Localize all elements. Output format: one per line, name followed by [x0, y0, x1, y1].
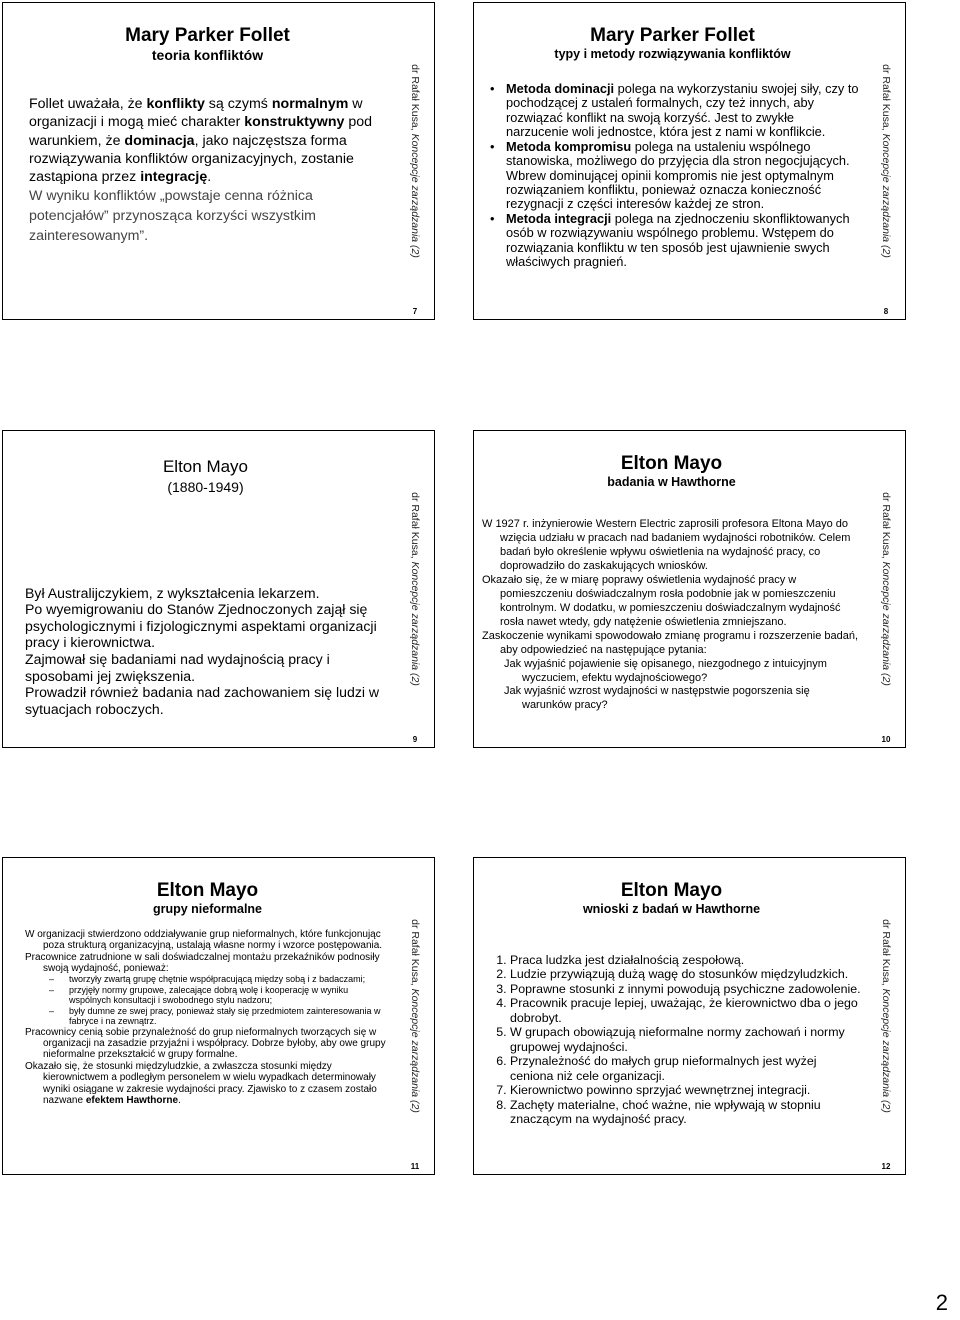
text-run: pod warunkiem, że	[29, 114, 373, 149]
method-description: polega na wykorzystaniu swojej siły, czy to pochodzącej z ustaleń formalnych, czy też innych, aby rozwiązać konflikt na swoją korzyść. Jest to zwykłe narzucenie woli jednostce, która jest z nami w konflikcie.	[506, 80, 859, 140]
method-name: Metoda integracji	[506, 210, 612, 226]
slide-11-author-label: dr Rafał Kusa, Koncepcje zarządzania (2)	[409, 919, 421, 1113]
method-name: Metoda dominacji	[506, 80, 615, 96]
slide-9-paragraph-1: Był Australijczykiem, z wykształcenia lekarzem.	[25, 584, 320, 601]
slide-8-bullet-list	[486, 82, 859, 270]
slide-11-paragraph-2: Pracownice zatrudnione w sali doświadczalnej montażu przekaźników podnosiły swoją wydajność, ponieważ:	[25, 951, 380, 975]
slide-9-content	[3, 431, 396, 747]
slide-8	[473, 2, 906, 320]
slide-11-title: Elton Mayo	[156, 880, 259, 901]
slide-10-body	[482, 518, 861, 714]
text-run: są czymś	[204, 95, 272, 112]
slide-11-dash-item-2: – przyjęły normy grupowe, zalecające dobrą wolę i kooperację w wyniku wspólnych konsultacji i swobodnego stylu nadzoru;	[25, 985, 390, 1006]
slide-11-dash-list	[25, 974, 390, 1026]
method-name: Metoda kompromisu	[506, 138, 632, 154]
slide-7-paragraph-1	[29, 95, 386, 187]
slide-8-author-label: dr Rafał Kusa, Koncepcje zarządzania (2)	[880, 64, 892, 258]
slide-12-list-item: 6. Przynależność do małych grup nieformalnych jest wyżej ceniona niż cele organizacji.	[510, 1054, 861, 1083]
slide-9-paragraphs	[25, 585, 386, 718]
slide-12-sidebar	[867, 858, 905, 1174]
slide-11-paragraph-1: W organizacji stwierdzono oddziaływanie grup nieformalnych, które funkcjonując poza strukturą organizacyjną, ustalają własne normy i wzorce postępowania.	[25, 928, 383, 952]
slide-7-title: Mary Parker Follet	[125, 25, 290, 46]
slide-9-paragraph-2: Po wyemigrowaniu do Stanów Zjednoczonych zajął się psychologicznymi i fizjologicznymi aspektami organizacji pracy i kierownictwa.	[25, 601, 377, 651]
slide-7-paragraph-2: W wyniku konfliktów „powstaje cenna różnica potencjałów” przynosząca korzyści wszystkim zainteresowanym”.	[29, 187, 316, 244]
slide-10-paragraph-1: W 1927 r. inżynierowie Western Electric zaprosili profesora Eltona Mayo do wzięcia udziału w pracach nad badaniem wydajności robotników. Celem badań było określenie wpływu oświetlenia na wydajność pracy, co doprowadziło do zaskakujących wniosków.	[482, 517, 851, 572]
slide-12-title: Elton Mayo	[620, 880, 723, 901]
slide-7-subtitle: teoria konfliktów	[151, 46, 264, 63]
text-run: w organizacji i mogą mieć charakter	[29, 95, 363, 131]
slide-10-question-1: Jak wyjaśnić pojawienie się opisanego, niezgodnego z intuicyjnym wyczuciem, efektu wydajnościowego?	[504, 657, 827, 684]
slide-10-sidebar	[867, 431, 905, 747]
slide-9-paragraph-3: Zajmował się badaniami nad wydajnością pracy i sposobami jej zwiększenia.	[25, 651, 330, 684]
slide-10	[473, 430, 906, 748]
slide-7-content	[3, 3, 396, 319]
slide-12-list-item: 7. Kierownictwo powinno sprzyjać wewnętrznej integracji.	[510, 1083, 861, 1098]
slide-11-content	[3, 858, 396, 1174]
slide-9-number: 9	[412, 735, 418, 744]
text-run: Follet uważała, że	[29, 95, 147, 112]
slide-10-content	[474, 431, 867, 747]
slide-12-list-item: 2. Ludzie przywiązują dużą wagę do stosunków międzyludzkich.	[510, 967, 861, 982]
method-description: polega na ustaleniu wspólnego stanowiska, możliwego do przyjęcia dla stron negocjujących. Wbrew dominującej opinii kompromis nie jest optymalnym rozwiązaniem konfliktu, ponieważ oznacza konieczność rezygnacji z części interesów każdej ze stron.	[506, 138, 850, 212]
text-run: .	[207, 169, 212, 186]
slide-12	[473, 857, 906, 1175]
page-number: 2	[935, 1290, 948, 1315]
slide-11-dash-item-1: – tworzyły zwartą grupę chętnie współpracującą między sobą i z badaczami;	[25, 974, 390, 984]
method-description: polega na zjednoczeniu skonfliktowanych osób w rozwiązywaniu wspólnego problemu. Wstępem do rozwiązania konfliktu w ten sposób jest ujawnienie swych właściwych pragnień.	[506, 210, 850, 270]
slide-11-number: 11	[410, 1162, 420, 1171]
slide-9	[2, 430, 435, 748]
slide-10-author-label: dr Rafał Kusa, Koncepcje zarządzania (2)	[880, 492, 892, 686]
slide-8-number: 8	[883, 307, 889, 316]
slide-12-list-item: 4. Pracownik pracuje lepiej, uważając, że kierownictwo dba o jego dobrobyt.	[510, 996, 861, 1025]
slide-12-list-item: 1. Praca ludzka jest działalnością zespołową.	[510, 953, 861, 968]
slide-11-paragraph-4: Okazało się, że stosunki międzyludzkie, a zwłaszcza stosunki między kierownictwem a podległym personelem w wielu wypadkach determinowały wyniki osiągane w zakresie wydajności pracy. Zjawisko to z czasem zostało nazwane efektem Hawthorne.	[25, 1060, 377, 1106]
slide-10-paragraph-2: Okazało się, że w miarę poprawy oświetlenia wydajność pracy w pomieszczeniu doświadczalnym rosła podobnie jak w pomieszczeniu kontrolnym. W dodatku, w pomieszczeniu doświadczalnym wydajność rosła nawet wtedy, gdy natężenie oświetlenia zmniejszano.	[482, 573, 841, 628]
slide-11-subtitle: grupy nieformalne	[152, 901, 263, 916]
slide-12-author-label: dr Rafał Kusa, Koncepcje zarządzania (2)	[880, 919, 892, 1113]
slide-10-paragraph-3: Zaskoczenie wynikami spowodowało zmianę programu i rozszerzenie badań, aby odpowiedzieć na następujące pytania:	[482, 629, 859, 656]
slide-8-bullet-item	[486, 212, 859, 270]
slide-8-bullet-item	[486, 82, 859, 140]
slide-12-content	[474, 858, 867, 1174]
slide-10-number: 10	[881, 735, 891, 744]
slide-11	[2, 857, 435, 1175]
slide-9-author-label: dr Rafał Kusa, Koncepcje zarządzania (2)	[409, 492, 421, 686]
text-run: , jako najczęstsza forma rozwiązywania konfliktów organizacyjnych, zostanie zastąpiona przez	[29, 132, 354, 186]
bold-term: dominacja	[124, 132, 195, 149]
hawthorne-effect-term: efektem Hawthorne	[85, 1094, 179, 1106]
slide-11-paragraph-3: Pracownicy cenią sobie przynależność do grup nieformalnych tworzących się w organizacji na zasadzie przyjaźni i współpracy. Dobrze byłoby, aby owe grupy nieformalne przekształcić w grupy formalne.	[25, 1026, 386, 1061]
bold-term: normalnym	[271, 95, 349, 112]
slide-9-title: Elton Mayo	[162, 457, 249, 476]
slide-8-title: Mary Parker Follet	[590, 25, 755, 46]
slide-7-number: 7	[412, 307, 418, 316]
slide-7-sidebar	[396, 3, 434, 319]
bold-term: konflikty	[146, 95, 205, 112]
slide-12-subtitle: wnioski z badań w Hawthorne	[582, 901, 761, 916]
slide-9-sidebar	[396, 431, 434, 747]
slide-9-paragraph-4: Prowadził również badania nad zachowaniem się ludzi w sytuacjach roboczych.	[25, 684, 380, 717]
slide-12-list-item: 5. W grupach obowiązują nieformalne normy zachowań i normy grupowej wydajności.	[510, 1025, 861, 1054]
slide-11-dash-item-3: – były dumne ze swej pracy, ponieważ stały się przedmiotem zainteresowania w fabryce i na zewnątrz.	[25, 1006, 390, 1027]
slide-11-sidebar	[396, 858, 434, 1174]
bold-term: konstruktywny	[244, 114, 345, 131]
slide-10-subtitle: badania w Hawthorne	[607, 474, 736, 489]
slide-9-years: (1880-1949)	[167, 478, 244, 495]
slide-11-body	[25, 929, 390, 1106]
slide-12-numbered-list	[482, 953, 861, 1127]
slide-8-sidebar	[867, 3, 905, 319]
slide-8-bullet-item	[486, 140, 859, 212]
slide-8-subtitle: typy i metody rozwiązywania konfliktów	[554, 46, 791, 61]
slide-10-title: Elton Mayo	[620, 453, 723, 474]
slide-7-author-label: dr Rafał Kusa, Koncepcje zarządzania (2)	[409, 64, 421, 258]
slide-10-question-2: Jak wyjaśnić wzrost wydajności w następstwie pogorszenia się warunków pracy?	[504, 685, 810, 712]
slide-8-content	[474, 3, 867, 319]
slide-7	[2, 2, 435, 320]
bold-term: integrację	[140, 169, 208, 186]
slide-12-list-item: 8. Zachęty materialne, choć ważne, nie wpływają w stopniu znaczącym na wydajność pracy.	[510, 1098, 861, 1127]
slide-12-number: 12	[881, 1162, 891, 1171]
slide-12-list-item: 3. Poprawne stosunki z innymi powodują psychiczne zadowolenie.	[510, 982, 861, 997]
